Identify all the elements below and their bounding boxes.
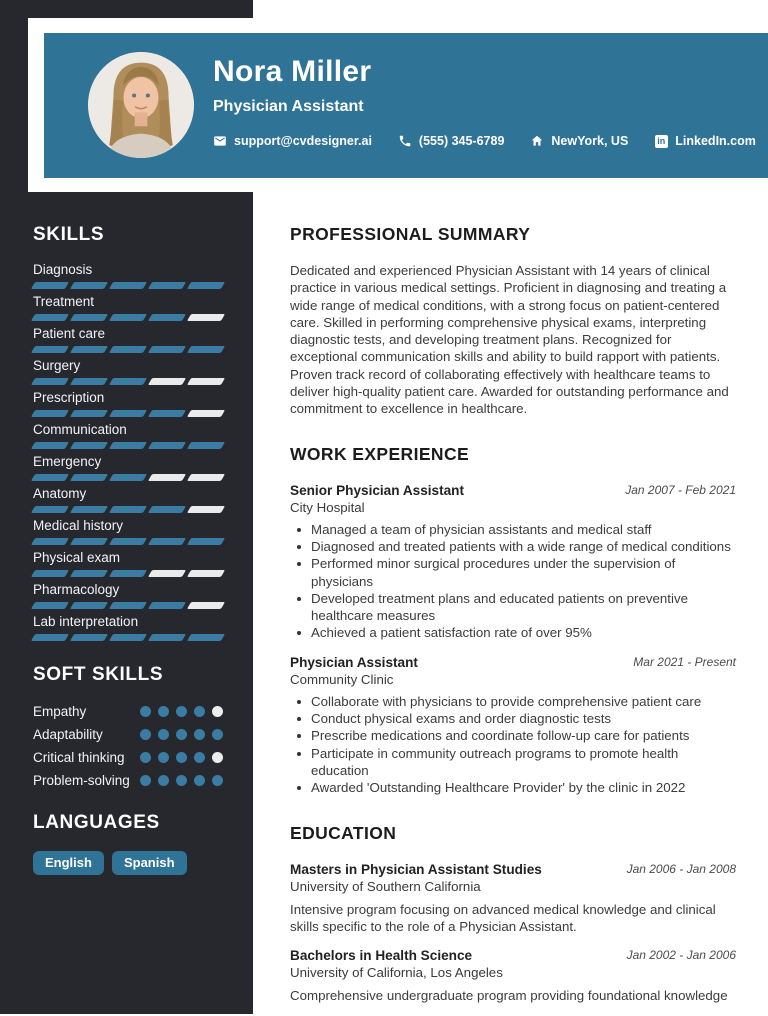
skill-bar-segment [31, 474, 69, 481]
skill-bar-segment [187, 346, 225, 353]
job-bullet: Managed a team of physician assistants and medical staff [290, 521, 736, 538]
soft-skill-dot [194, 706, 205, 717]
skill-label: Diagnosis [33, 262, 93, 277]
education-school: University of Southern California [290, 878, 481, 894]
skill-bar [33, 378, 223, 385]
soft-skill-dots [140, 752, 223, 763]
skill-bar-segment [70, 314, 108, 321]
skill-item [33, 358, 223, 385]
skill-bar-segment [70, 474, 108, 481]
skill-bar-segment [109, 346, 147, 353]
languages-heading: LANGUAGES [33, 812, 160, 833]
summary-heading: PROFESSIONAL SUMMARY [290, 224, 531, 244]
education-school: University of California, Los Angeles [290, 965, 503, 981]
skill-item [33, 550, 223, 577]
person-name: Nora Miller [213, 55, 372, 88]
soft-skill-dot [140, 729, 151, 740]
soft-skill-dot [158, 752, 169, 763]
skill-bar-segment [109, 378, 147, 385]
soft-skill-dot [212, 775, 223, 786]
summary-text: Dedicated and experienced Physician Assistant with 14 years of clinical practice in various medical settings. Proficient in diagnosing and treating a wide range of medical conditions, with a strong focus on patient-centered care. Skilled in performing comprehensive physical exams, interpreting diagnostic tests, and developing treatment plans. Recognized for exceptional communication skills and ability to build rapport with patients. Proven track record of collaborating effectively with healthcare teams to deliver high-quality patient care. Awarded for outstanding performance and commitment to excellence in healthcare. [290, 263, 729, 417]
skill-bar-segment [187, 474, 225, 481]
soft-skill-dots [140, 775, 223, 786]
contact-item[interactable] [530, 134, 628, 148]
soft-skill-dot [140, 706, 151, 717]
education-degree: Masters in Physician Assistant Studies [290, 861, 542, 877]
skill-item [33, 454, 223, 481]
skill-item [33, 294, 223, 321]
header [44, 33, 768, 178]
soft-skill-label: Critical thinking [33, 750, 125, 765]
skill-bar-segment [148, 538, 186, 545]
job-bullet: Performed minor surgical procedures under the supervision of physicians [290, 555, 736, 590]
skill-bar [33, 602, 223, 609]
jobs-list [290, 482, 736, 797]
job-bullet: Developed treatment plans and educated patients on preventive healthcare measures [290, 590, 736, 625]
skill-bar-segment [31, 346, 69, 353]
header-frame [28, 18, 768, 192]
skill-bar-segment [70, 346, 108, 353]
education-description: Comprehensive undergraduate program providing foundational knowledge [290, 988, 728, 1004]
skill-bar-segment [109, 474, 147, 481]
skill-bar-segment [31, 314, 69, 321]
skill-label: Anatomy [33, 486, 87, 501]
person-job-title: Physician Assistant [213, 98, 364, 115]
skill-label: Prescription [33, 390, 105, 405]
soft-skill-dot [212, 752, 223, 763]
skill-bar-segment [187, 378, 225, 385]
skill-bar [33, 570, 223, 577]
job-company: City Hospital [290, 499, 365, 515]
skill-bar-segment [31, 506, 69, 513]
education-dates: Jan 2002 - Jan 2006 [626, 948, 736, 963]
soft-skill-dot [158, 775, 169, 786]
skill-bar-segment [70, 538, 108, 545]
soft-skill-dot [158, 706, 169, 717]
skill-bar-segment [148, 346, 186, 353]
main-content [290, 224, 736, 1016]
job-title: Physician Assistant [290, 654, 418, 670]
skill-bar-segment [31, 538, 69, 545]
skill-bar-segment [109, 538, 147, 545]
skill-bar-segment [187, 314, 225, 321]
home-icon [530, 134, 544, 148]
skills-list [33, 262, 223, 641]
skill-bar-segment [187, 634, 225, 641]
job-dates: Jan 2007 - Feb 2021 [625, 482, 736, 497]
skill-bar-segment [31, 570, 69, 577]
soft-skill-label: Empathy [33, 704, 87, 719]
soft-skill-dot [194, 775, 205, 786]
language-pill: Spanish [112, 851, 187, 875]
skill-bar-segment [70, 570, 108, 577]
job-bullets [290, 521, 736, 642]
languages-list [33, 851, 223, 875]
skill-bar-segment [187, 602, 225, 609]
skill-bar-segment [109, 442, 147, 449]
skill-item [33, 326, 223, 353]
education-degree: Bachelors in Health Science [290, 948, 473, 964]
skill-item [33, 422, 223, 449]
education-list [290, 861, 736, 1005]
skill-bar-segment [31, 442, 69, 449]
skill-bar-segment [70, 506, 108, 513]
job-bullet: Achieved a patient satisfaction rate of over 95% [290, 624, 736, 641]
skill-bar-segment [187, 442, 225, 449]
skill-bar-segment [70, 378, 108, 385]
job-bullets [290, 693, 736, 797]
skill-bar-segment [148, 602, 186, 609]
skill-bar-segment [187, 570, 225, 577]
work-experience-heading: WORK EXPERIENCE [290, 443, 470, 464]
soft-skill-dots [140, 729, 223, 740]
job-entry-titles [290, 654, 418, 688]
skill-item [33, 614, 223, 641]
skill-bar-segment [148, 634, 186, 641]
skill-label: Communication [33, 422, 127, 437]
job-bullet: Diagnosed and treated patients with a wide range of medical conditions [290, 538, 736, 555]
skill-bar-segment [31, 378, 69, 385]
skill-bar-segment [109, 282, 147, 289]
skill-bar-segment [187, 282, 225, 289]
education-entry-titles [290, 947, 503, 981]
skill-bar-segment [148, 506, 186, 513]
education-entry-titles [290, 861, 542, 895]
skill-label: Emergency [33, 454, 102, 469]
soft-skill-row [33, 750, 223, 765]
job-bullet: Prescribe medications and coordinate follow-up care for patients [290, 727, 736, 744]
language-pill: English [33, 851, 104, 875]
soft-skill-row [33, 704, 223, 719]
skill-bar [33, 282, 223, 289]
soft-skill-dot [212, 706, 223, 717]
skill-item [33, 518, 223, 545]
job-entry-titles [290, 482, 464, 516]
skill-bar-segment [187, 410, 225, 417]
skill-bar-segment [109, 570, 147, 577]
skill-bar [33, 474, 223, 481]
skill-bar [33, 314, 223, 321]
job-title: Senior Physician Assistant [290, 482, 465, 498]
soft-skill-dot [158, 729, 169, 740]
contact-item-text: (555) 345-6789 [418, 134, 505, 148]
skill-label: Surgery [33, 358, 81, 373]
job-entry-header [290, 654, 736, 688]
skill-label: Treatment [33, 294, 95, 309]
skill-item [33, 582, 223, 609]
soft-skill-dot [140, 775, 151, 786]
soft-skill-label: Adaptability [33, 727, 103, 742]
soft-skill-dots [140, 706, 223, 717]
skill-bar-segment [31, 602, 69, 609]
email-icon [213, 134, 227, 148]
skill-bar-segment [148, 282, 186, 289]
contact-row [213, 134, 756, 148]
skills-heading: SKILLS [33, 224, 105, 245]
skill-bar-segment [148, 442, 186, 449]
soft-skill-dot [212, 729, 223, 740]
skill-bar-segment [70, 442, 108, 449]
skill-bar-segment [70, 602, 108, 609]
contact-item-text: support@cvdesigner.ai [234, 134, 372, 148]
job-bullet: Awarded 'Outstanding Healthcare Provider' by the clinic in 2022 [290, 779, 736, 796]
soft-skill-dot [140, 752, 151, 763]
education-entry-header [290, 947, 736, 981]
education-entry [290, 861, 736, 936]
skill-bar-segment [148, 314, 186, 321]
skill-label: Patient care [33, 326, 106, 341]
education-entry [290, 947, 736, 1004]
skill-label: Lab interpretation [33, 614, 139, 629]
portrait-photo-icon [88, 52, 194, 158]
phone-icon [398, 134, 412, 148]
contact-item[interactable] [213, 134, 372, 148]
contact-item[interactable] [654, 134, 756, 148]
skill-bar-segment [70, 282, 108, 289]
education-heading: EDUCATION [290, 822, 397, 843]
skill-bar-segment [187, 538, 225, 545]
skill-bar-segment [109, 410, 147, 417]
skill-bar-segment [109, 314, 147, 321]
education-entry-header [290, 861, 736, 895]
skill-bar [33, 442, 223, 449]
linkedin-icon: in [655, 135, 668, 148]
job-entry-header [290, 482, 736, 516]
soft-skill-dot [194, 752, 205, 763]
soft-skill-label: Problem-solving [33, 773, 130, 788]
skill-label: Physical exam [33, 550, 121, 565]
soft-skill-row [33, 727, 223, 742]
skill-bar-segment [109, 634, 147, 641]
job-entry [290, 482, 736, 642]
skill-bar-segment [148, 378, 186, 385]
skill-bar [33, 346, 223, 353]
skill-item [33, 262, 223, 289]
skill-bar-segment [148, 474, 186, 481]
soft-skill-dot [176, 729, 187, 740]
education-dates: Jan 2006 - Jan 2008 [626, 861, 736, 876]
skill-bar-segment [31, 410, 69, 417]
skill-bar-segment [31, 634, 69, 641]
contact-item-text: LinkedIn.com [675, 134, 756, 148]
soft-skill-row [33, 773, 223, 788]
skill-bar-segment [70, 634, 108, 641]
soft-skills-heading: SOFT SKILLS [33, 664, 164, 685]
soft-skill-dot [176, 775, 187, 786]
skill-bar [33, 634, 223, 641]
skill-bar-segment [109, 506, 147, 513]
skill-label: Medical history [33, 518, 124, 533]
job-bullet: Participate in community outreach programs to promote health education [290, 745, 736, 780]
skill-bar-segment [31, 282, 69, 289]
skill-item [33, 390, 223, 417]
contact-item-text: NewYork, US [551, 134, 629, 148]
sidebar [33, 224, 223, 875]
skill-label: Pharmacology [33, 582, 120, 597]
skill-bar-segment [109, 602, 147, 609]
linkedin-icon [654, 134, 668, 148]
skill-bar-segment [187, 506, 225, 513]
skill-item [33, 486, 223, 513]
education-description: Intensive program focusing on advanced medical knowledge and clinical skills specific to the role of a Physician Assistant. [290, 901, 716, 934]
soft-skill-dot [176, 706, 187, 717]
skill-bar [33, 410, 223, 417]
skill-bar [33, 538, 223, 545]
job-dates: Mar 2021 - Present [633, 654, 736, 669]
job-bullet: Conduct physical exams and order diagnostic tests [290, 710, 736, 727]
soft-skill-dot [194, 729, 205, 740]
avatar [88, 52, 194, 158]
job-company: Community Clinic [290, 671, 394, 687]
contact-item[interactable] [398, 134, 504, 148]
skill-bar-segment [148, 570, 186, 577]
job-bullet: Collaborate with physicians to provide comprehensive patient care [290, 693, 736, 710]
skill-bar-segment [148, 410, 186, 417]
job-entry [290, 654, 736, 797]
skill-bar [33, 506, 223, 513]
soft-skills-list [33, 704, 223, 788]
soft-skill-dot [176, 752, 187, 763]
skill-bar-segment [70, 410, 108, 417]
